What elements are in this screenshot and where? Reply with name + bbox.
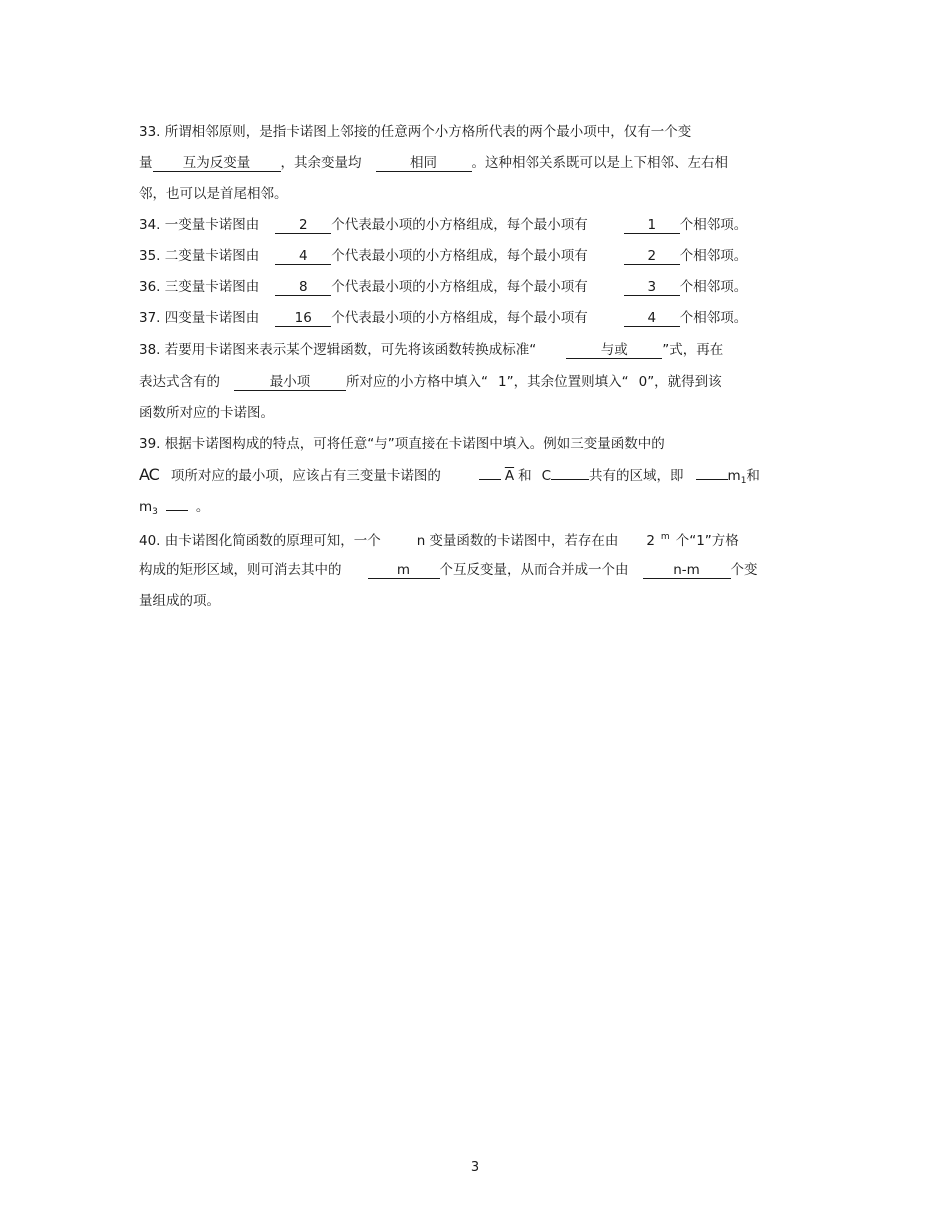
q36-line [139, 278, 747, 296]
q37-line [139, 309, 747, 327]
q39-text: 和 [746, 468, 760, 484]
answer-blank: 最小项 [234, 374, 346, 391]
q35-text: 35. 二变量卡诺图由 [139, 248, 260, 264]
answer-blank: 3 [624, 279, 680, 296]
q39-text: 。 [195, 499, 210, 515]
q35-line [139, 247, 747, 265]
q39-line2 [139, 466, 760, 490]
q38-text: ”，其余位置则填入“ [506, 374, 629, 390]
q38-value: 0 [638, 374, 648, 390]
q36-text: 36. 三变量卡诺图由 [139, 279, 260, 295]
answer-blank: m [368, 562, 440, 579]
ac-term: AC [139, 465, 159, 484]
answer-blank: 相同 [376, 155, 472, 172]
answer-blank: 2 [275, 217, 331, 234]
subscript: 1 [740, 476, 747, 486]
q40-line1 [139, 528, 739, 550]
q39-text: 项所对应的最小项，应该占有三变量卡诺图的 [170, 468, 441, 484]
q34-line [139, 216, 747, 234]
q40-text: 个互反变量，从而合并成一个由 [439, 562, 629, 578]
q39-line1 [139, 435, 665, 453]
answer-blank: 2 [624, 248, 680, 265]
subscript: 3 [152, 507, 158, 517]
q39-var: C [541, 468, 552, 484]
q33-line1 [139, 123, 691, 141]
a-bar: $\overline{A}$ [504, 468, 515, 484]
answer-blank [166, 510, 188, 511]
q40-line3 [139, 592, 220, 610]
answer-blank: 互为反变量 [153, 155, 281, 172]
answer-blank: 4 [624, 310, 680, 327]
q40-text: ”方格 [704, 533, 739, 549]
q36-text: 个代表最小项的小方格组成，每个最小项有 [331, 279, 588, 295]
superscript: m [660, 532, 670, 542]
q33-text: 33. 所谓相邻原则，是指卡诺图上邻接的任意两个小方格所代表的两个最小项中，仅有一个变 [139, 124, 692, 140]
q40-text: 量组成的项。 [139, 593, 220, 609]
q35-text: 个代表最小项的小方格组成，每个最小项有 [331, 248, 588, 264]
q38-text: 所对应的小方格中填入“ [346, 374, 488, 390]
answer-blank: 8 [275, 279, 331, 296]
answer-blank: n-m [643, 562, 731, 579]
minterm-m3: m [139, 499, 153, 515]
q33-line2 [139, 154, 728, 172]
q38-text: ”式，再在 [662, 342, 724, 358]
q33-text: 。这种相邻关系既可以是上下相邻、左右相 [471, 155, 728, 171]
q39-text: 和 [518, 468, 532, 484]
q35-text: 个相邻项。 [679, 248, 748, 264]
q36-text: 个相邻项。 [679, 279, 748, 295]
answer-blank [479, 479, 501, 480]
q40-var: 2 [646, 533, 655, 549]
q38-text: 函数所对应的卡诺图。 [139, 405, 274, 421]
q40-text: 40. 由卡诺图化简函数的原理可知，一个 [139, 533, 381, 549]
q39-text: 39. 根据卡诺图构成的特点，可将任意“与”项直接在卡诺图中填入。例如三变量函数中的 [139, 436, 665, 452]
page-number: 3 [470, 1160, 480, 1175]
q38-line1 [139, 341, 723, 359]
answer-blank [551, 479, 589, 480]
answer-blank: 1 [624, 217, 680, 234]
answer-blank [696, 479, 728, 480]
answer-blank: 16 [275, 310, 331, 327]
q40-text: 变量函数的卡诺图中，若存在由 [429, 533, 619, 549]
q38-text: ”，就得到该 [647, 374, 722, 390]
q39-line3 [139, 498, 209, 521]
minterm-m1: m [727, 468, 741, 484]
q34-text: 个代表最小项的小方格组成，每个最小项有 [331, 217, 588, 233]
q34-text: 34. 一变量卡诺图由 [139, 217, 260, 233]
q38-line3 [139, 404, 274, 422]
answer-blank: 4 [275, 248, 331, 265]
q40-text: 构成的矩形区域，则可消去其中的 [139, 562, 342, 578]
q40-text: 个“ [675, 533, 697, 549]
answer-blank: 与或 [566, 342, 662, 359]
q40-text: 个变 [730, 562, 758, 578]
q33-line3 [139, 185, 288, 203]
q37-text: 37. 四变量卡诺图由 [139, 310, 260, 326]
q37-text: 个代表最小项的小方格组成，每个最小项有 [331, 310, 588, 326]
q37-text: 个相邻项。 [679, 310, 748, 326]
q39-text: 共有的区域，即 [589, 468, 684, 484]
q38-line2 [139, 373, 722, 391]
q33-text: 邻，也可以是首尾相邻。 [139, 186, 288, 202]
q40-line2 [139, 561, 758, 579]
q38-text: 38. 若要用卡诺图来表示某个逻辑函数，可先将该函数转换成标准“ [139, 342, 537, 358]
q40-var: n [416, 533, 426, 549]
q34-text: 个相邻项。 [679, 217, 748, 233]
q38-text: 表达式含有的 [139, 374, 220, 390]
q33-text: 量 [139, 155, 153, 171]
q38-value: 1 [498, 374, 507, 390]
q33-text: ，其余变量均 [280, 155, 362, 171]
q40-value: 1 [696, 533, 705, 549]
